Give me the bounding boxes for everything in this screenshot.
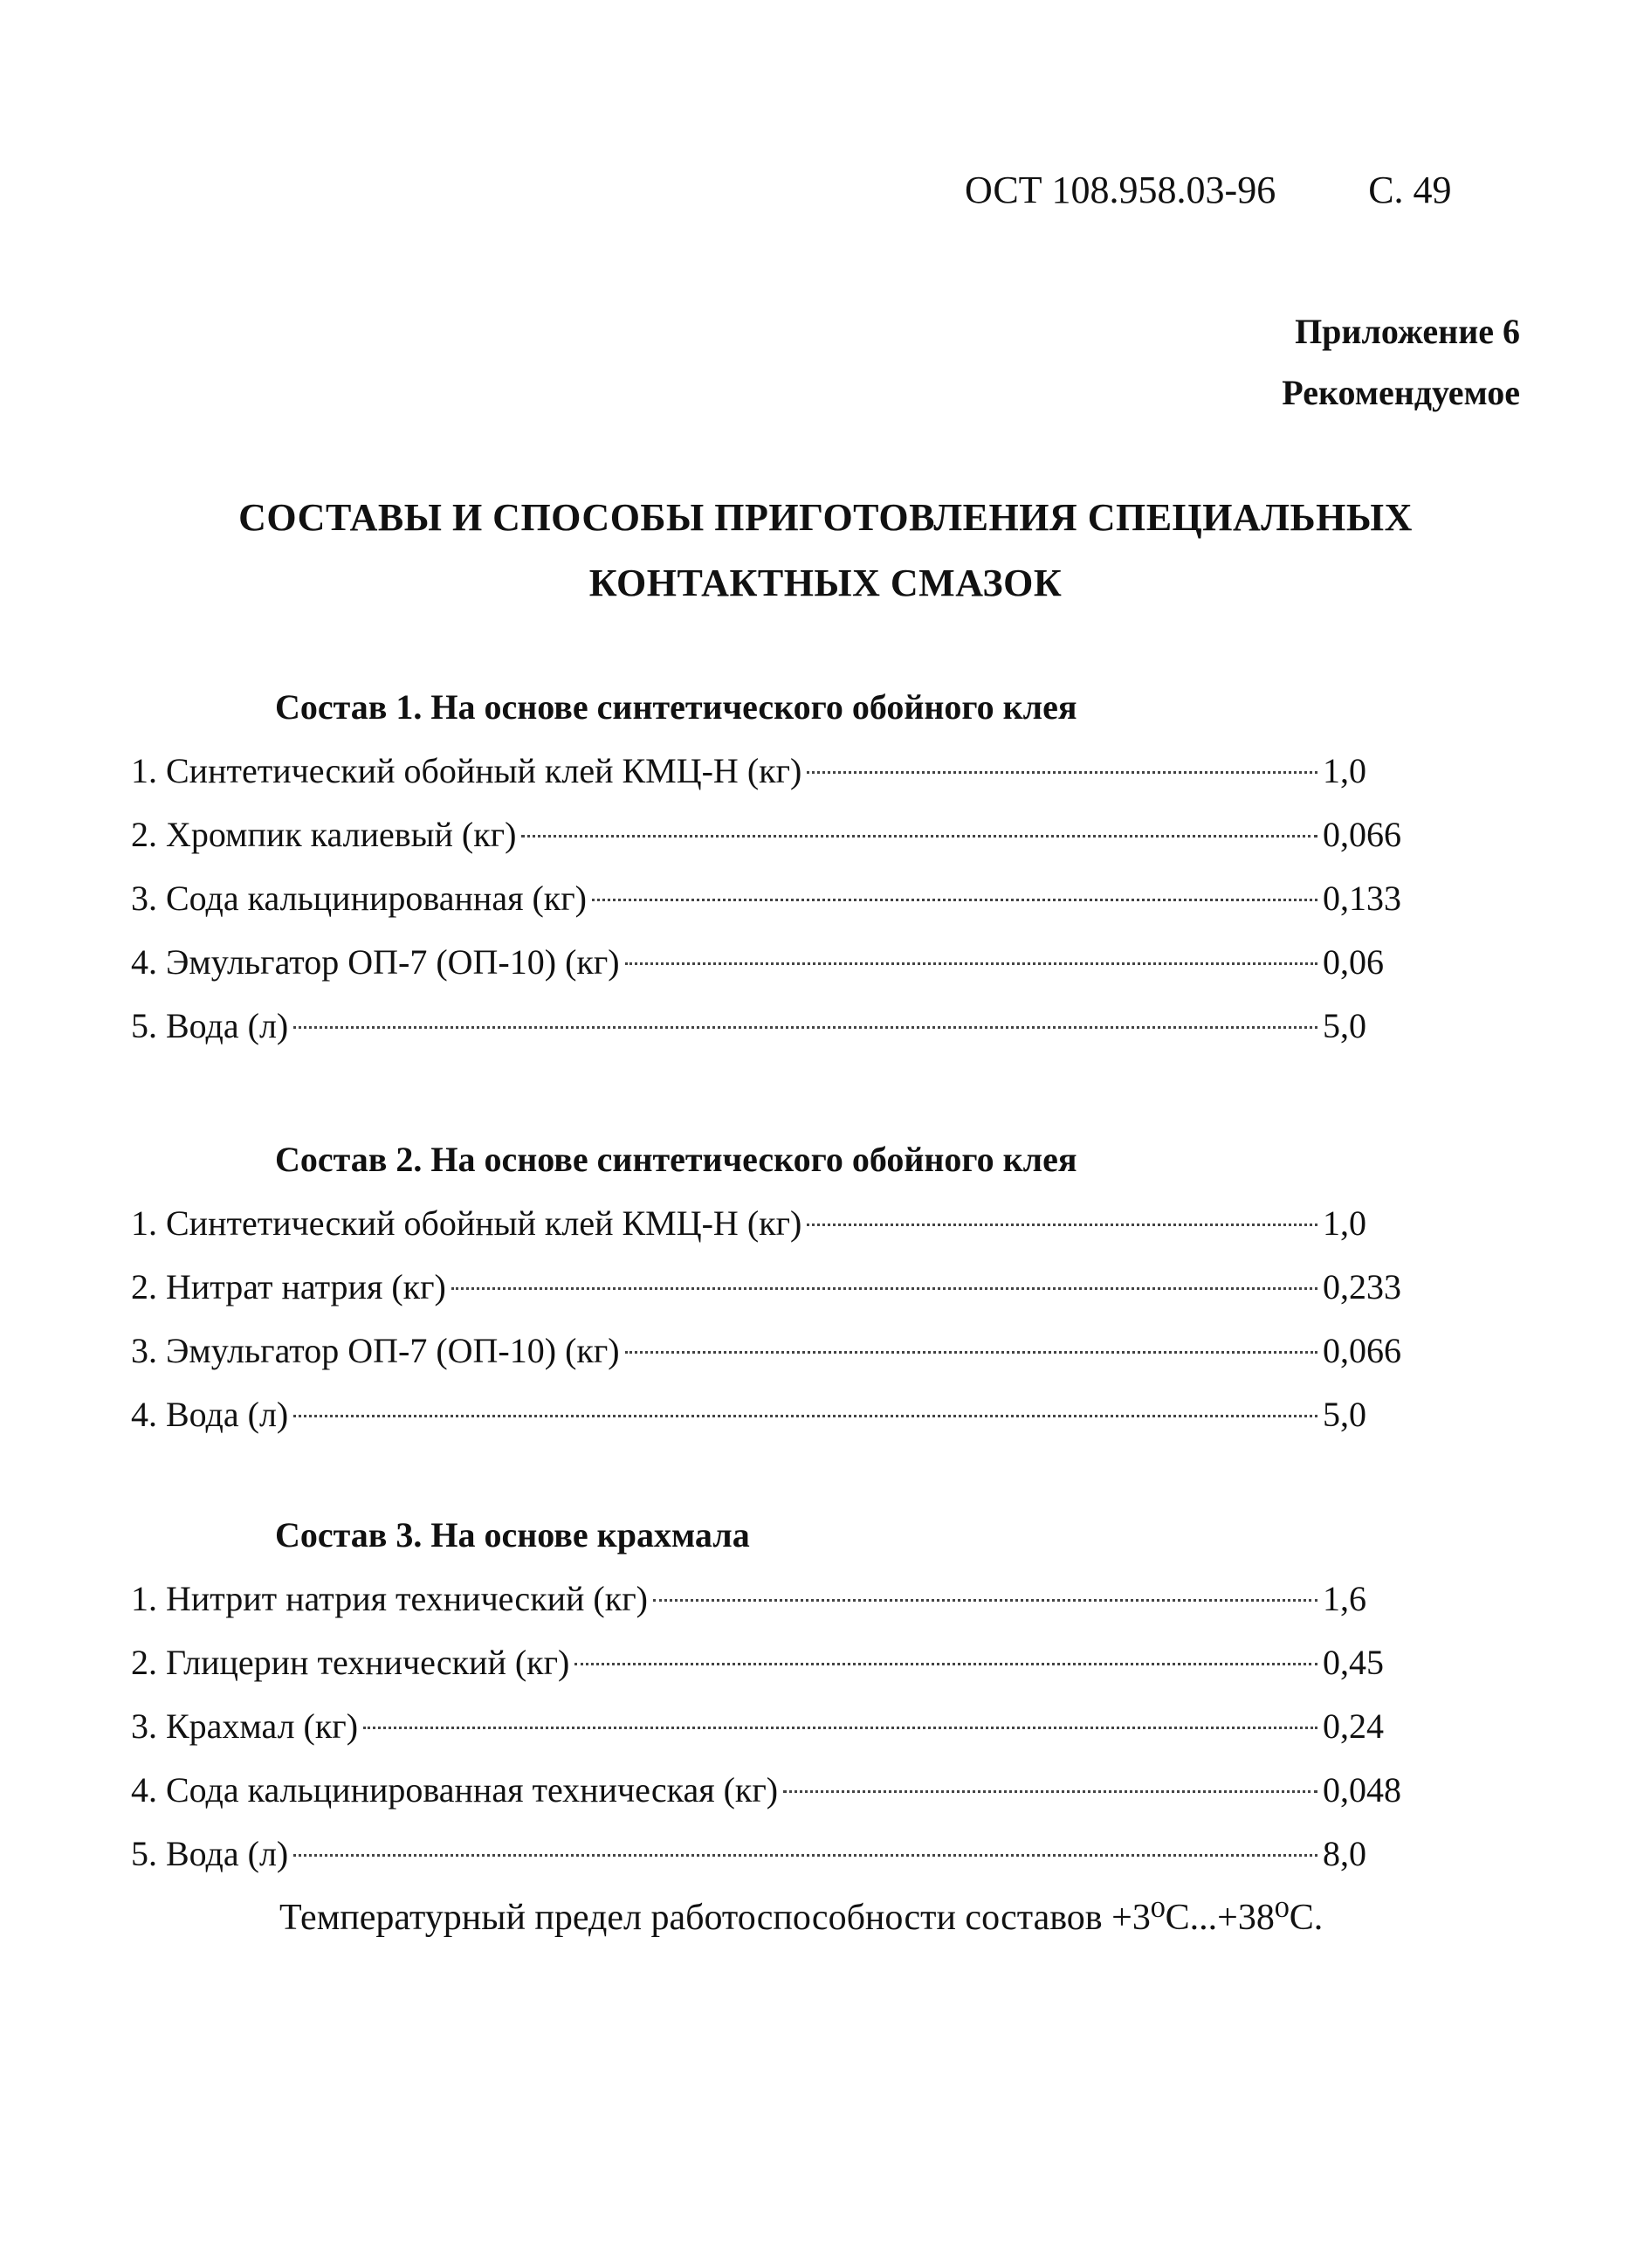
- item-label: 4. Эмульгатор ОП-7 (ОП-10) (кг): [131, 942, 620, 982]
- title-line-1: СОСТАВЫ И СПОСОБЫ ПРИГОТОВЛЕНИЯ СПЕЦИАЛЬНЫХ: [238, 496, 1413, 539]
- document-code: ОСТ 108.958.03-96: [965, 169, 1276, 211]
- appendix-status: Рекомендуемое: [1282, 373, 1520, 412]
- dot-leader: [653, 1599, 1317, 1602]
- item-label: 3. Сода кальцинированная (кг): [131, 879, 587, 918]
- dot-leader: [293, 1854, 1317, 1857]
- list-item: [131, 994, 1410, 1058]
- item-value: 0,066: [1323, 1331, 1401, 1370]
- dot-leader: [592, 899, 1317, 901]
- document-title: [131, 485, 1520, 616]
- item-label: 4. Вода (л): [131, 1395, 289, 1434]
- item-value: 1,6: [1323, 1579, 1366, 1618]
- list-item: [131, 1567, 1410, 1630]
- dot-leader: [574, 1663, 1317, 1665]
- item-label: 1. Синтетический обойный клей КМЦ-Н (кг): [131, 751, 802, 790]
- section-title: Состав 2. На основе синтетического обойного клея: [275, 1140, 1077, 1179]
- dot-leader: [783, 1790, 1317, 1793]
- dot-leader: [625, 962, 1317, 965]
- list-item: [131, 1319, 1410, 1382]
- list-item: [131, 930, 1410, 994]
- item-value: 0,45: [1323, 1643, 1384, 1682]
- page-number: С. 49: [1368, 169, 1452, 211]
- appendix-block: [1282, 301, 1520, 424]
- item-value: 1,0: [1323, 751, 1366, 790]
- title-line-2: КОНТАКТНЫХ СМАЗОК: [588, 562, 1063, 604]
- item-value: 0,06: [1323, 942, 1384, 982]
- dot-leader: [625, 1351, 1317, 1354]
- item-value: 5,0: [1323, 1006, 1366, 1045]
- dot-leader: [363, 1727, 1317, 1729]
- item-value: 0,133: [1323, 879, 1401, 918]
- item-label: 2. Хромпик калиевый (кг): [131, 815, 517, 854]
- list-item: [131, 803, 1410, 866]
- composition-2: [131, 1135, 1441, 1446]
- item-value: 5,0: [1323, 1395, 1366, 1434]
- page-header: [965, 168, 1489, 212]
- item-value: 8,0: [1323, 1834, 1366, 1873]
- composition-3: [131, 1511, 1441, 1885]
- item-label: 2. Нитрат натрия (кг): [131, 1267, 446, 1306]
- dot-leader: [807, 1224, 1317, 1226]
- item-label: 1. Синтетический обойный клей КМЦ-Н (кг): [131, 1203, 802, 1243]
- dot-leader: [521, 835, 1317, 838]
- appendix-number: Приложение 6: [1295, 312, 1520, 351]
- dot-leader: [293, 1415, 1317, 1417]
- list-item: [131, 1382, 1410, 1446]
- dot-leader: [451, 1287, 1317, 1290]
- list-item: [131, 739, 1410, 803]
- item-value: 1,0: [1323, 1203, 1366, 1243]
- list-item: [131, 1694, 1410, 1758]
- item-value: 0,066: [1323, 815, 1401, 854]
- dot-leader: [807, 771, 1317, 774]
- dot-leader: [293, 1026, 1317, 1029]
- item-value: 0,233: [1323, 1267, 1401, 1306]
- item-value: 0,048: [1323, 1770, 1401, 1810]
- item-label: 1. Нитрит натрия технический (кг): [131, 1579, 648, 1618]
- section-title: Состав 3. На основе крахмала: [275, 1515, 750, 1555]
- item-label: 2. Глицерин технический (кг): [131, 1643, 570, 1682]
- list-item: [131, 1191, 1410, 1255]
- list-item: [131, 1630, 1410, 1694]
- item-label: 5. Вода (л): [131, 1006, 289, 1045]
- item-label: 3. Крахмал (кг): [131, 1706, 359, 1746]
- composition-1: [131, 683, 1441, 1058]
- list-item: [131, 1758, 1410, 1822]
- list-item: [131, 866, 1410, 930]
- list-item: [131, 1822, 1410, 1885]
- item-label: 3. Эмульгатор ОП-7 (ОП-10) (кг): [131, 1331, 620, 1370]
- item-value: 0,24: [1323, 1706, 1384, 1746]
- item-label: 4. Сода кальцинированная техническая (кг): [131, 1770, 779, 1810]
- section-title: Состав 1. На основе синтетического обойного клея: [275, 687, 1077, 727]
- list-item: [131, 1255, 1410, 1319]
- item-label: 5. Вода (л): [131, 1834, 289, 1873]
- temperature-note: Температурный предел работоспособности составов +3⁰С...+38⁰С.: [279, 1898, 1324, 1938]
